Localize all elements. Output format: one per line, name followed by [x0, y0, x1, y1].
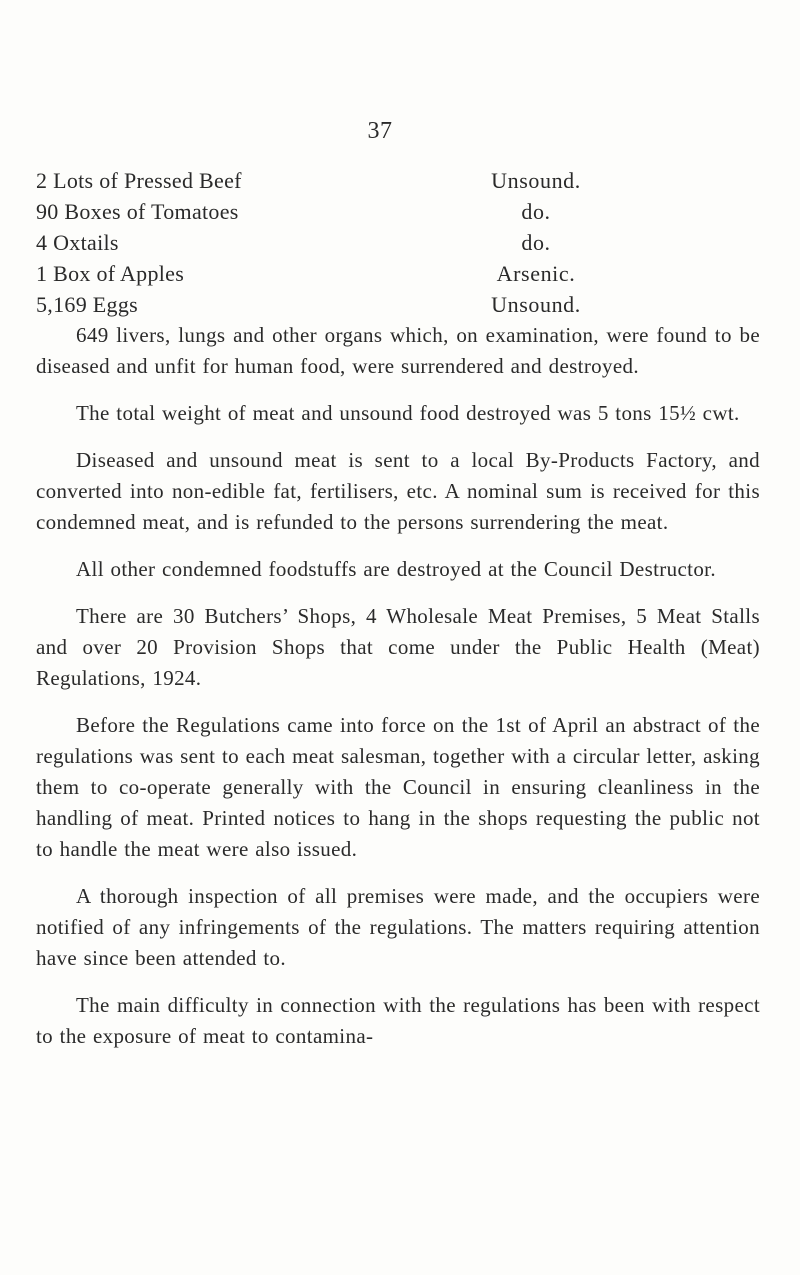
paragraph: The total weight of meat and unsound food destroyed was 5 tons 15½ cwt.	[76, 401, 740, 425]
item-status: do.	[521, 230, 551, 255]
paragraph: Diseased and unsound meat is sent to a local By-Products Factory, and converted into non-edible fat, fertilisers, etc. A nominal sum is received for this condemned meat, and is refunded to the persons surrendering the meat.	[36, 448, 760, 534]
item-description: 90 Boxes of Tomatoes	[36, 199, 239, 224]
list-item	[36, 165, 736, 196]
paragraph: All other condemned foodstuffs are destroyed at the Council Destructor.	[76, 557, 716, 581]
item-status: Arsenic.	[496, 261, 576, 286]
paragraph: There are 30 Butchers’ Shops, 4 Wholesale Meat Premises, 5 Meat Stalls and over 20 Provision Shops that come under the Public Health (Meat) Regulations, 1924.	[36, 604, 760, 690]
item-description: 5,169 Eggs	[36, 292, 138, 317]
body-text	[36, 320, 760, 1068]
paragraph: The main difficulty in connection with the regulations has been with respect to the exposure of meat to contamina-	[36, 993, 760, 1048]
list-item	[36, 196, 736, 227]
page-number: 37	[367, 118, 393, 144]
item-description: 1 Box of Apples	[36, 261, 185, 286]
paragraph: A thorough inspection of all premises were made, and the occupiers were notified of any infringements of the regulations. The matters requiring attention have since been attended to.	[36, 884, 760, 970]
condemned-items-list	[36, 165, 736, 320]
list-item	[36, 227, 736, 258]
item-status: Unsound.	[491, 168, 581, 193]
list-item	[36, 289, 736, 320]
item-status: Unsound.	[491, 292, 581, 317]
item-status: do.	[521, 199, 551, 224]
item-description: 2 Lots of Pressed Beef	[36, 168, 242, 193]
paragraph: 649 livers, lungs and other organs which, on examination, were found to be diseased and unfit for human food, were surrendered and destroyed.	[36, 323, 760, 378]
list-item	[36, 258, 736, 289]
item-description: 4 Oxtails	[36, 230, 119, 255]
paragraph: Before the Regulations came into force on the 1st of April an abstract of the regulations was sent to each meat salesman, together with a circular letter, asking them to co-operate generally with the Council in ensuring cleanliness in the handling of meat. Printed notices to hang in the shops requesting the public not to handle the meat were also issued.	[36, 713, 760, 861]
